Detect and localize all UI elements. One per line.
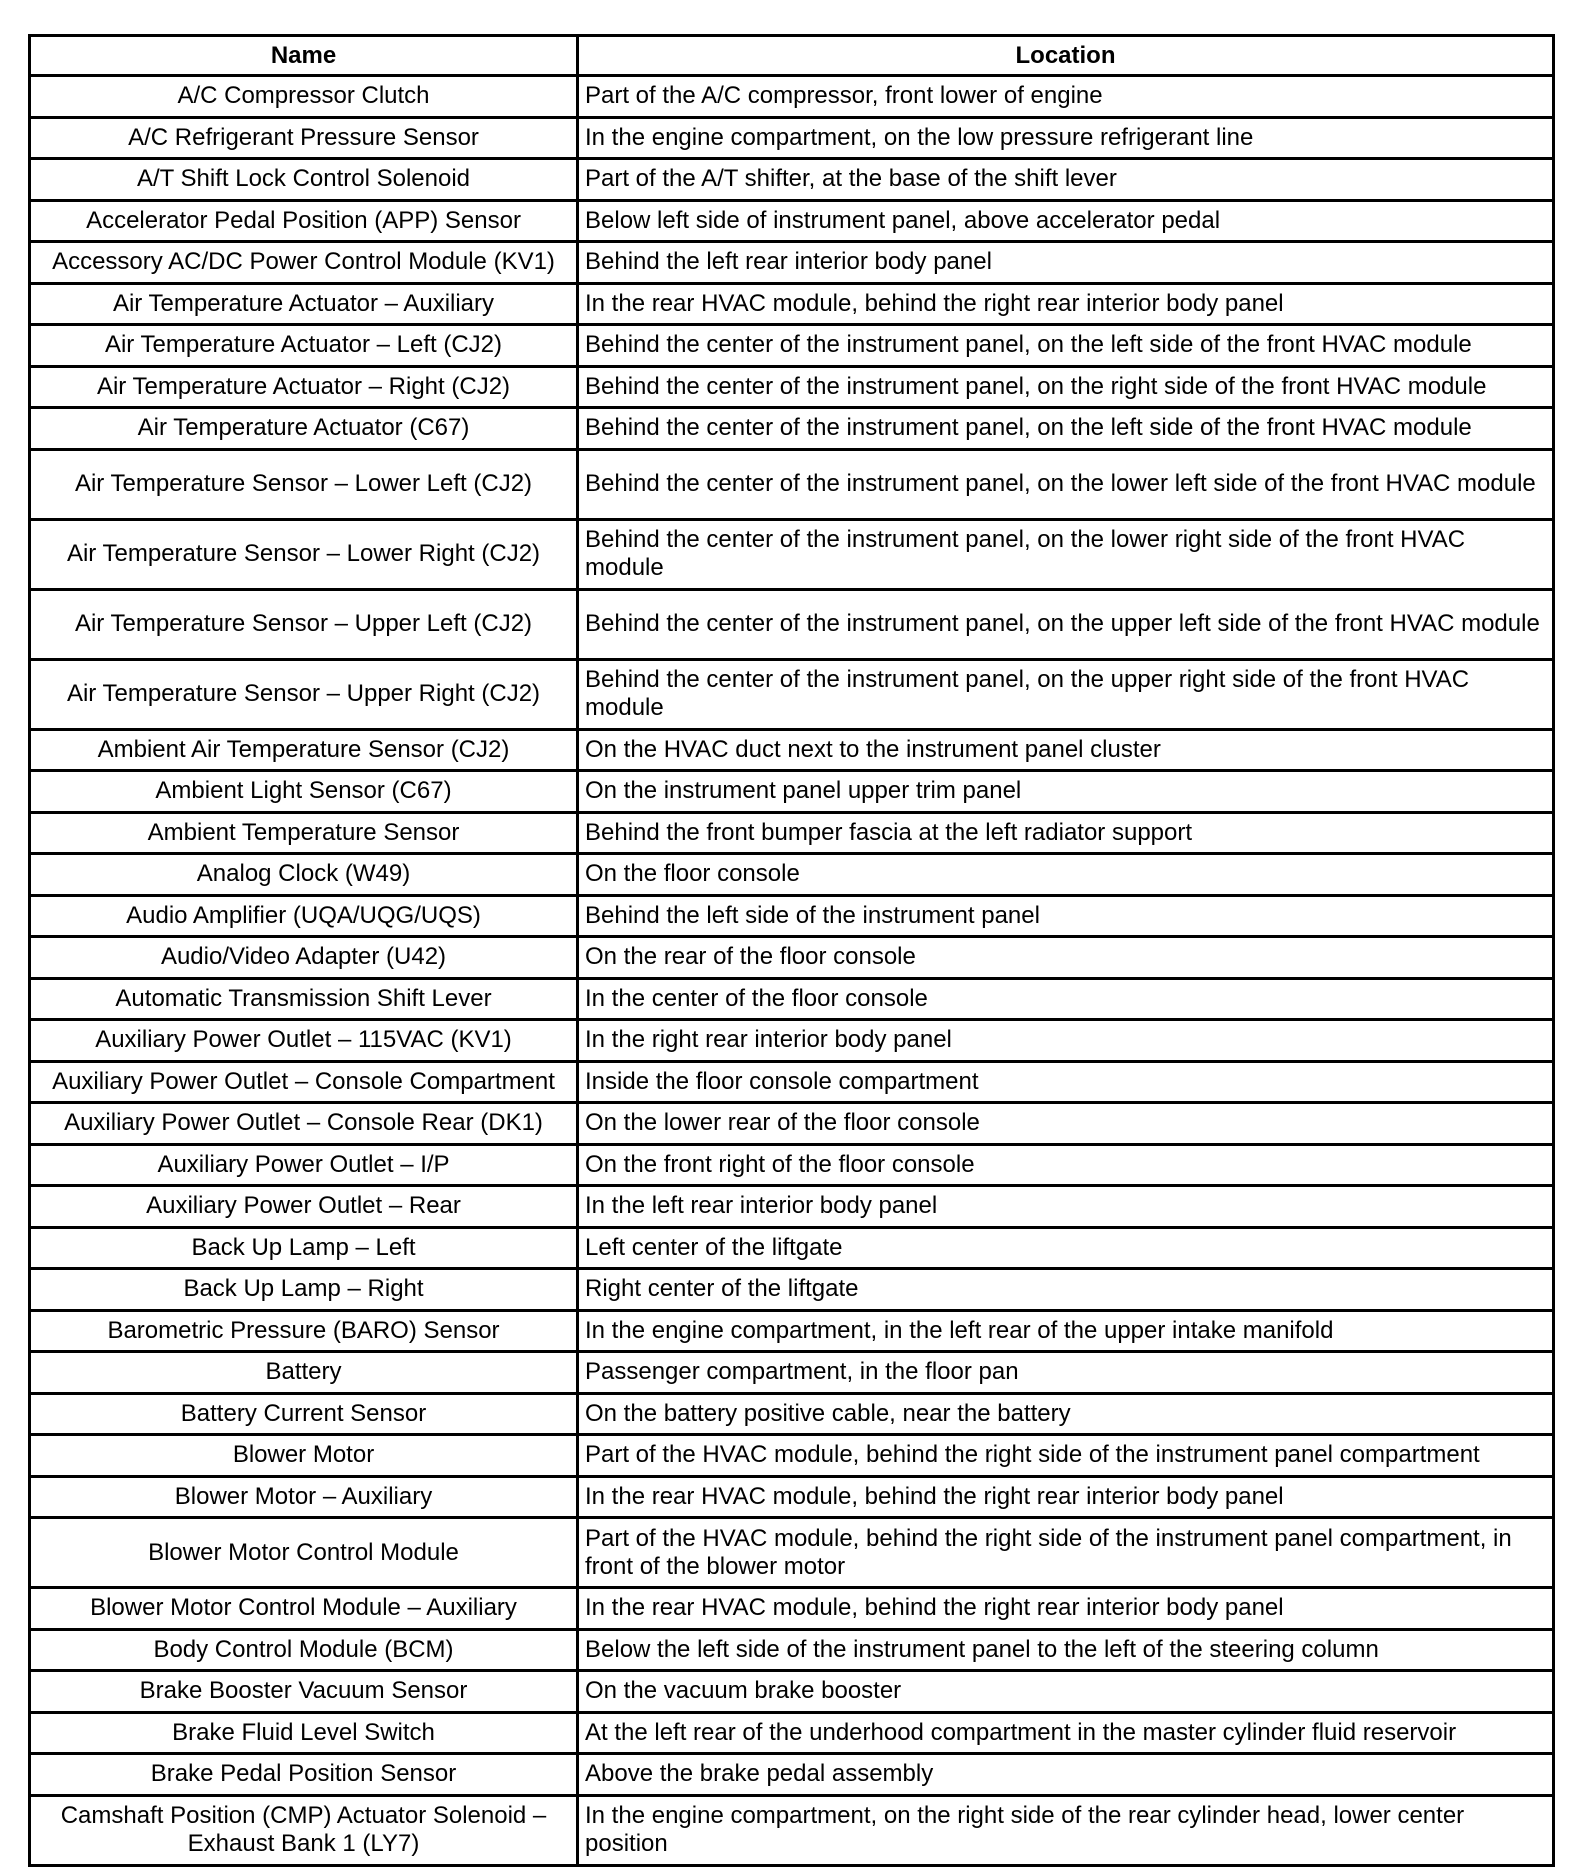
table-row [30, 242, 1554, 284]
component-name-cell: Air Temperature Sensor – Lower Left (CJ2) [30, 449, 578, 519]
component-name-cell: Back Up Lamp – Right [30, 1269, 578, 1311]
component-location-cell: On the battery positive cable, near the battery [578, 1393, 1554, 1435]
component-location-cell: On the front right of the floor console [578, 1144, 1554, 1186]
component-name-cell: A/T Shift Lock Control Solenoid [30, 159, 578, 201]
component-name-cell: Ambient Air Temperature Sensor (CJ2) [30, 729, 578, 771]
component-location-cell: On the rear of the floor console [578, 937, 1554, 979]
table-row [30, 1144, 1554, 1186]
table-row [30, 1476, 1554, 1518]
table-row [30, 937, 1554, 979]
component-name-cell: Body Control Module (BCM) [30, 1629, 578, 1671]
component-name-cell: Audio Amplifier (UQA/UQG/UQS) [30, 895, 578, 937]
table-row [30, 1103, 1554, 1145]
component-location-cell: Part of the A/C compressor, front lower of engine [578, 76, 1554, 118]
component-name-cell: Analog Clock (W49) [30, 854, 578, 896]
table-row [30, 1518, 1554, 1588]
component-name-cell: A/C Compressor Clutch [30, 76, 578, 118]
table-row [30, 1186, 1554, 1228]
table-row [30, 366, 1554, 408]
component-name-cell: Back Up Lamp – Left [30, 1227, 578, 1269]
component-name-cell: Air Temperature Sensor – Upper Left (CJ2) [30, 589, 578, 659]
component-location-cell: Passenger compartment, in the floor pan [578, 1352, 1554, 1394]
component-location-cell: Part of the HVAC module, behind the right side of the instrument panel compartment, in front of the blower motor [578, 1518, 1554, 1588]
table-row [30, 1269, 1554, 1311]
table-row [30, 1754, 1554, 1796]
component-location-cell: Right center of the liftgate [578, 1269, 1554, 1311]
component-location-cell: Behind the center of the instrument panel, on the upper left side of the front HVAC module [578, 589, 1554, 659]
table-row [30, 159, 1554, 201]
component-name-cell: Auxiliary Power Outlet – Rear [30, 1186, 578, 1228]
table-row [30, 812, 1554, 854]
component-location-cell: In the left rear interior body panel [578, 1186, 1554, 1228]
component-name-cell: Auxiliary Power Outlet – I/P [30, 1144, 578, 1186]
component-location-cell: In the center of the floor console [578, 978, 1554, 1020]
table-row [30, 1629, 1554, 1671]
component-location-cell: Behind the left side of the instrument panel [578, 895, 1554, 937]
table-row [30, 408, 1554, 450]
component-location-cell: Left center of the liftgate [578, 1227, 1554, 1269]
component-location-cell: Below the left side of the instrument panel to the left of the steering column [578, 1629, 1554, 1671]
component-name-cell: Air Temperature Sensor – Lower Right (CJ2) [30, 519, 578, 589]
component-name-cell: Ambient Temperature Sensor [30, 812, 578, 854]
table-row [30, 1435, 1554, 1477]
component-name-cell: Auxiliary Power Outlet – Console Rear (DK1) [30, 1103, 578, 1145]
component-name-cell: Air Temperature Actuator – Left (CJ2) [30, 325, 578, 367]
table-row [30, 519, 1554, 589]
table-row [30, 325, 1554, 367]
component-name-cell: Auxiliary Power Outlet – 115VAC (KV1) [30, 1020, 578, 1062]
document-page [28, 34, 1552, 1867]
header-location: Location [578, 36, 1554, 76]
component-location-cell: Behind the center of the instrument panel, on the upper right side of the front HVAC module [578, 659, 1554, 729]
component-location-cell: At the left rear of the underhood compartment in the master cylinder fluid reservoir [578, 1712, 1554, 1754]
component-name-cell: Brake Booster Vacuum Sensor [30, 1671, 578, 1713]
component-location-cell: In the rear HVAC module, behind the right rear interior body panel [578, 1476, 1554, 1518]
table-row [30, 200, 1554, 242]
component-location-cell: In the rear HVAC module, behind the right rear interior body panel [578, 283, 1554, 325]
table-row [30, 1393, 1554, 1435]
table-row [30, 1588, 1554, 1630]
component-location-cell: On the HVAC duct next to the instrument panel cluster [578, 729, 1554, 771]
component-name-cell: A/C Refrigerant Pressure Sensor [30, 117, 578, 159]
table-row [30, 1671, 1554, 1713]
component-name-cell: Air Temperature Actuator – Auxiliary [30, 283, 578, 325]
component-name-cell: Ambient Light Sensor (C67) [30, 771, 578, 813]
component-location-table [28, 34, 1555, 1867]
component-name-cell: Blower Motor [30, 1435, 578, 1477]
component-name-cell: Accelerator Pedal Position (APP) Sensor [30, 200, 578, 242]
component-location-cell: Behind the front bumper fascia at the left radiator support [578, 812, 1554, 854]
table-row [30, 1712, 1554, 1754]
table-row [30, 1020, 1554, 1062]
component-location-cell: Behind the left rear interior body panel [578, 242, 1554, 284]
component-location-cell: Part of the A/T shifter, at the base of the shift lever [578, 159, 1554, 201]
table-row [30, 854, 1554, 896]
component-location-cell: Above the brake pedal assembly [578, 1754, 1554, 1796]
component-location-cell: On the instrument panel upper trim panel [578, 771, 1554, 813]
component-name-cell: Audio/Video Adapter (U42) [30, 937, 578, 979]
table-row [30, 589, 1554, 659]
component-location-cell: Inside the floor console compartment [578, 1061, 1554, 1103]
component-name-cell: Accessory AC/DC Power Control Module (KV1) [30, 242, 578, 284]
component-location-cell: On the floor console [578, 854, 1554, 896]
component-name-cell: Auxiliary Power Outlet – Console Compartment [30, 1061, 578, 1103]
component-name-cell: Battery [30, 1352, 578, 1394]
component-location-cell: Behind the center of the instrument panel, on the right side of the front HVAC module [578, 366, 1554, 408]
table-row [30, 117, 1554, 159]
component-location-cell: In the engine compartment, in the left rear of the upper intake manifold [578, 1310, 1554, 1352]
component-location-cell: In the engine compartment, on the right side of the rear cylinder head, lower center position [578, 1795, 1554, 1865]
header-row [30, 36, 1554, 76]
table-row [30, 1227, 1554, 1269]
component-location-cell: Behind the center of the instrument panel, on the left side of the front HVAC module [578, 325, 1554, 367]
component-name-cell: Air Temperature Sensor – Upper Right (CJ2) [30, 659, 578, 729]
component-location-cell: Below left side of instrument panel, above accelerator pedal [578, 200, 1554, 242]
table-row [30, 1795, 1554, 1865]
component-location-cell: In the right rear interior body panel [578, 1020, 1554, 1062]
component-location-cell: Part of the HVAC module, behind the right side of the instrument panel compartment [578, 1435, 1554, 1477]
component-name-cell: Blower Motor – Auxiliary [30, 1476, 578, 1518]
component-name-cell: Air Temperature Actuator – Right (CJ2) [30, 366, 578, 408]
table-row [30, 449, 1554, 519]
component-location-cell: Behind the center of the instrument panel, on the lower left side of the front HVAC module [578, 449, 1554, 519]
component-name-cell: Automatic Transmission Shift Lever [30, 978, 578, 1020]
component-name-cell: Brake Fluid Level Switch [30, 1712, 578, 1754]
component-location-cell: Behind the center of the instrument panel, on the left side of the front HVAC module [578, 408, 1554, 450]
table-row [30, 76, 1554, 118]
table-row [30, 771, 1554, 813]
component-location-cell: On the vacuum brake booster [578, 1671, 1554, 1713]
component-location-cell: On the lower rear of the floor console [578, 1103, 1554, 1145]
table-row [30, 659, 1554, 729]
table-row [30, 729, 1554, 771]
component-location-cell: In the engine compartment, on the low pressure refrigerant line [578, 117, 1554, 159]
table-row [30, 1061, 1554, 1103]
component-name-cell: Battery Current Sensor [30, 1393, 578, 1435]
component-name-cell: Camshaft Position (CMP) Actuator Solenoid – Exhaust Bank 1 (LY7) [30, 1795, 578, 1865]
component-name-cell: Air Temperature Actuator (C67) [30, 408, 578, 450]
component-name-cell: Blower Motor Control Module – Auxiliary [30, 1588, 578, 1630]
header-name: Name [30, 36, 578, 76]
component-name-cell: Brake Pedal Position Sensor [30, 1754, 578, 1796]
table-body [30, 76, 1554, 1866]
component-location-cell: Behind the center of the instrument panel, on the lower right side of the front HVAC module [578, 519, 1554, 589]
table-row [30, 895, 1554, 937]
component-location-cell: In the rear HVAC module, behind the right rear interior body panel [578, 1588, 1554, 1630]
table-row [30, 978, 1554, 1020]
table-row [30, 1310, 1554, 1352]
component-name-cell: Blower Motor Control Module [30, 1518, 578, 1588]
table-row [30, 283, 1554, 325]
component-name-cell: Barometric Pressure (BARO) Sensor [30, 1310, 578, 1352]
table-row [30, 1352, 1554, 1394]
